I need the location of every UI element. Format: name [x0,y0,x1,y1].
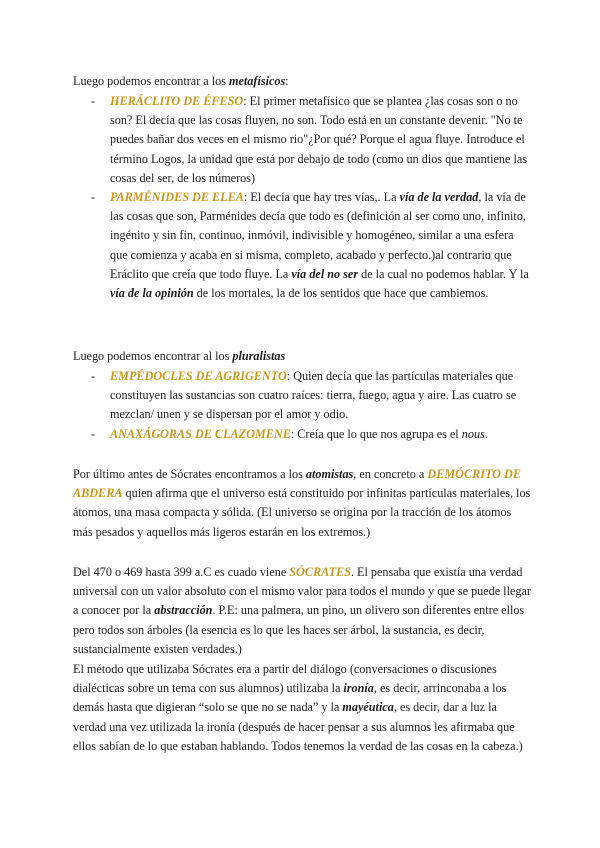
name-democrito: DEMÓCRITO DE ABDERA [73,467,521,501]
list-item-heraclito [73,92,533,188]
term-abstraccion: abstracción [154,603,213,618]
term-atomistas: atomistas [305,467,354,481]
text-atomistas-3: quien afirma que el universo está constituido por infinitas partículas materiales, los átomos, una masa compacta y sólida. (El universo se origina por la tracción de los átomos más pesados y aquellos más ligeros estarán en los extremos.) [73,486,531,539]
intro-text: Luego podemos encontrar al los [73,349,233,363]
name-anaxagoras: ANAXÁGORAS DE CLAZOMENE [110,426,291,441]
metafisicos-list [73,92,533,303]
text-empedocles: : Quien decía que las partículas materiales que constituyen las sustancias son cuatro raíces: tierra, fuego, agua y aire. Las cuatro se mezclan/ unen y se dispersan por el amor y odio. [110,369,517,422]
text-heraclito: : El primer metafísico que se plantea ¿las cosas son o no son? El decía que las cosas fluyen, no son. Todo está en un constante devenir. "No te puedes bañar dos veces en el mismo rio"¿Por qué? Porque el agua fluye. Introduce el término Logos, la unidad que está por debajo de todo (como un dios que mantiene las cosas del ser, de los números) [110,94,527,185]
pluralistas-intro [73,347,533,366]
text-anaxagoras-1: : Creía que lo que nos agrupa es el [290,426,462,441]
name-empedocles: EMPÉDOCLES DE AGRIGENTO [110,369,287,383]
pluralistas-list [73,367,533,444]
name-heraclito: HERÁCLITO DE ÉFESO [110,94,244,108]
socrates-paragraph [73,563,533,659]
term-via-no-ser: vía del no ser [291,266,359,281]
text-metodo-1: El método que utilizaba Sócrates era a partir del diálogo (conversaciones o discusiones dialécticas sobre un tema con sus alumnos) utilizaba la [73,662,497,696]
name-socrates: SÓCRATES [289,565,351,579]
text-parmenides-4: de los mortales, la de los sentidos que hace que cambiemos. [193,286,489,301]
text-parmenides-2: , la vía de las cosas que son, Parménides decía que todo es (definición al ser como uno, infinito, ingénito y sin fin, continuo, inmóvil, indivisible y homogéneo, similar a una esfera que comienza y acaba en si misma, completo, acabado y perfecto.)al contrario que Eráclito que creía que todo fluye. La [110,190,526,281]
term-nous: nous [461,426,485,441]
text-atomistas-2: , en concreto a [353,467,428,481]
text-metodo-2: , es decir, arrinconaba a los demás hasta que digieran “solo se que no se nada” y la [73,681,507,715]
text-parmenides-3: de la cual no podemos hablar. Y la [358,266,529,281]
text-parmenides-1: : El decía que hay tres vías,. La [243,190,400,205]
atomistas-paragraph [73,465,533,542]
text-socrates-2: . El pensaba que existía una verdad universal con un valor absoluto con el mismo valor para todos el mundo y que se puede llegar a conocer por la [73,565,531,618]
term-mayeutica: mayéutica [342,700,394,715]
bullet-dash: - [91,426,96,441]
name-parmenides: PARMÉNIDES DE ELEA [110,190,244,205]
term-ironia: ironía [343,681,374,696]
text-anaxagoras-2: . [484,426,488,441]
intro-text: Luego podemos encontrar a los [73,74,230,88]
text-metodo-3: , es decir, dar a luz la verdad una vez utilizada la ironía (después de hacer pensar a sus alumnos les afirmaba que ellos sabían de lo que estaban hablando. Todos tenemos la verdad de las cosas en la cabeza.) [73,700,523,753]
text-socrates-3: . P.E: una palmera, un pino, un olivero son diferentes entre ellos pero todos son árboles (la esencia es lo que les haces ser árbol, la sustancia, es decir, sustancialmente existen verdades.) [73,603,525,656]
metafisicos-intro [73,72,533,91]
term-via-verdad: vía de la verdad [399,190,479,205]
list-item-parmenides [73,188,533,303]
intro-colon: : [285,74,289,88]
term-metafisicos: metafísicos [229,74,286,88]
text-socrates-1: Del 470 o 469 hasta 399 a.C es cuado viene [73,565,290,579]
list-item-empedocles [73,367,533,425]
bullet-dash: - [91,190,96,205]
bullet-dash: - [91,369,96,383]
bullet-dash: - [91,94,96,108]
text-atomistas-1: Por último antes de Sócrates encontramos a los [73,467,306,481]
metodo-paragraph [73,660,533,756]
term-via-opinion: vía de la opinión [110,286,194,301]
list-item-anaxagoras [73,425,533,444]
term-pluralistas: pluralistas [232,349,286,363]
